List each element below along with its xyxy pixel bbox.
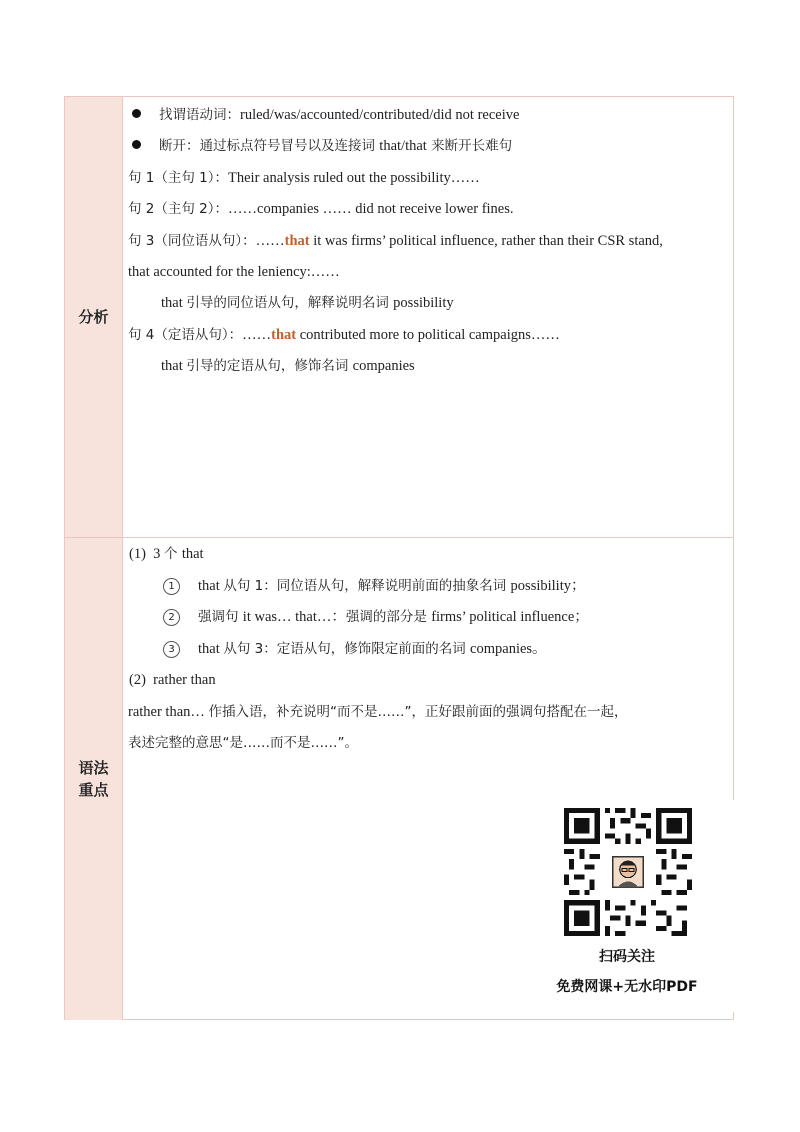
subitem-3 (163, 639, 547, 659)
text: …… (255, 233, 285, 249)
highlight-that: that (284, 233, 310, 249)
text: firms’ political influence； (431, 609, 589, 625)
text: 断开：通过标点符号冒号以及连接词 (159, 138, 380, 154)
qr-promo (520, 800, 734, 1012)
text: 强调的部分是 (345, 609, 432, 625)
row-label-analysis (65, 97, 123, 537)
item-1 (129, 544, 204, 564)
text: rather than… (128, 704, 209, 720)
sentence-3-continued (128, 262, 340, 282)
qr-caption-line-2: 免费网课+无水印PDF (556, 979, 698, 995)
text: ruled/was/accounted/contributed/did not receive (240, 107, 520, 123)
text: companies。 (470, 641, 547, 657)
text: 个 (164, 546, 182, 562)
circled-number-icon: 3 (163, 641, 180, 658)
text: (2) (129, 672, 146, 688)
analysis-row (65, 97, 733, 538)
label-text: 语法 (78, 759, 109, 777)
sentence-2 (128, 199, 514, 219)
text: that/that (379, 138, 427, 154)
text: rather than (153, 672, 216, 688)
text: 找谓语动词： (159, 107, 240, 123)
text: 强调句 (198, 609, 243, 625)
text: 从句 1：同位语从句，解释说明前面的抽象名词 (223, 578, 511, 594)
text: 表述完整的意思“是……而不是……”。 (128, 735, 358, 751)
sentence-1 (128, 168, 480, 188)
bullet-icon (132, 109, 141, 118)
text: (1) (129, 546, 146, 562)
text: possibility (393, 295, 454, 311)
text: that (161, 358, 187, 374)
text: Their analysis ruled out the possibility…… (228, 170, 480, 186)
text: that (198, 578, 224, 594)
subitem-1 (163, 576, 585, 596)
text: 引导的同位语从句，解释说明名词 (186, 295, 394, 311)
text: contributed more to political campaigns…… (296, 327, 560, 343)
bullet-icon (132, 140, 141, 149)
text: 引导的定语从句，修饰名词 (186, 358, 353, 374)
circled-number-icon: 1 (163, 578, 180, 595)
text: it was… that…： (242, 609, 346, 625)
label-text: 重点 (78, 781, 109, 799)
text: possibility； (510, 578, 586, 594)
text: ……companies …… did not receive lower fines. (228, 201, 514, 217)
text: 句 4（定语从句）： (128, 327, 243, 343)
paragraph-line-2 (128, 733, 358, 753)
text: 句 1（主句 1）： (128, 170, 229, 186)
text: 从句 3：定语从句，修饰限定前面的名词 (223, 641, 471, 657)
sentence-3-note (161, 293, 454, 313)
subitem-2 (163, 607, 589, 627)
sentence-4-note (161, 356, 415, 376)
text: 句 2（主句 2）： (128, 201, 229, 217)
text: 句 3（同位语从句）： (128, 233, 256, 249)
qr-code-image[interactable] (564, 808, 692, 936)
paragraph-line-1 (128, 702, 628, 722)
circled-number-icon: 2 (163, 609, 180, 626)
text: that accounted for the leniency:…… (128, 264, 340, 280)
sentence-3 (128, 231, 663, 251)
text: that (181, 546, 204, 562)
text: 作插入语，补充说明“而不是……”，正好跟前面的强调句搭配在一起， (208, 704, 628, 720)
qr-caption-line-1: 扫码关注 (599, 949, 655, 965)
text: …… (242, 327, 272, 343)
text: 来断开长难句 (426, 138, 513, 154)
item-2 (129, 670, 216, 690)
row-label-grammar (65, 538, 123, 1020)
text: that (198, 641, 224, 657)
highlight-that: that (271, 327, 297, 343)
bullet-line-1 (129, 105, 519, 125)
sentence-4 (128, 325, 560, 345)
text: that (161, 295, 187, 311)
label-text: 分析 (78, 308, 109, 326)
text: companies (352, 358, 415, 374)
bullet-line-2 (129, 136, 512, 156)
text: 3 (153, 546, 165, 562)
text: it was firms’ political influence, rather than their CSR stand, (309, 233, 663, 249)
